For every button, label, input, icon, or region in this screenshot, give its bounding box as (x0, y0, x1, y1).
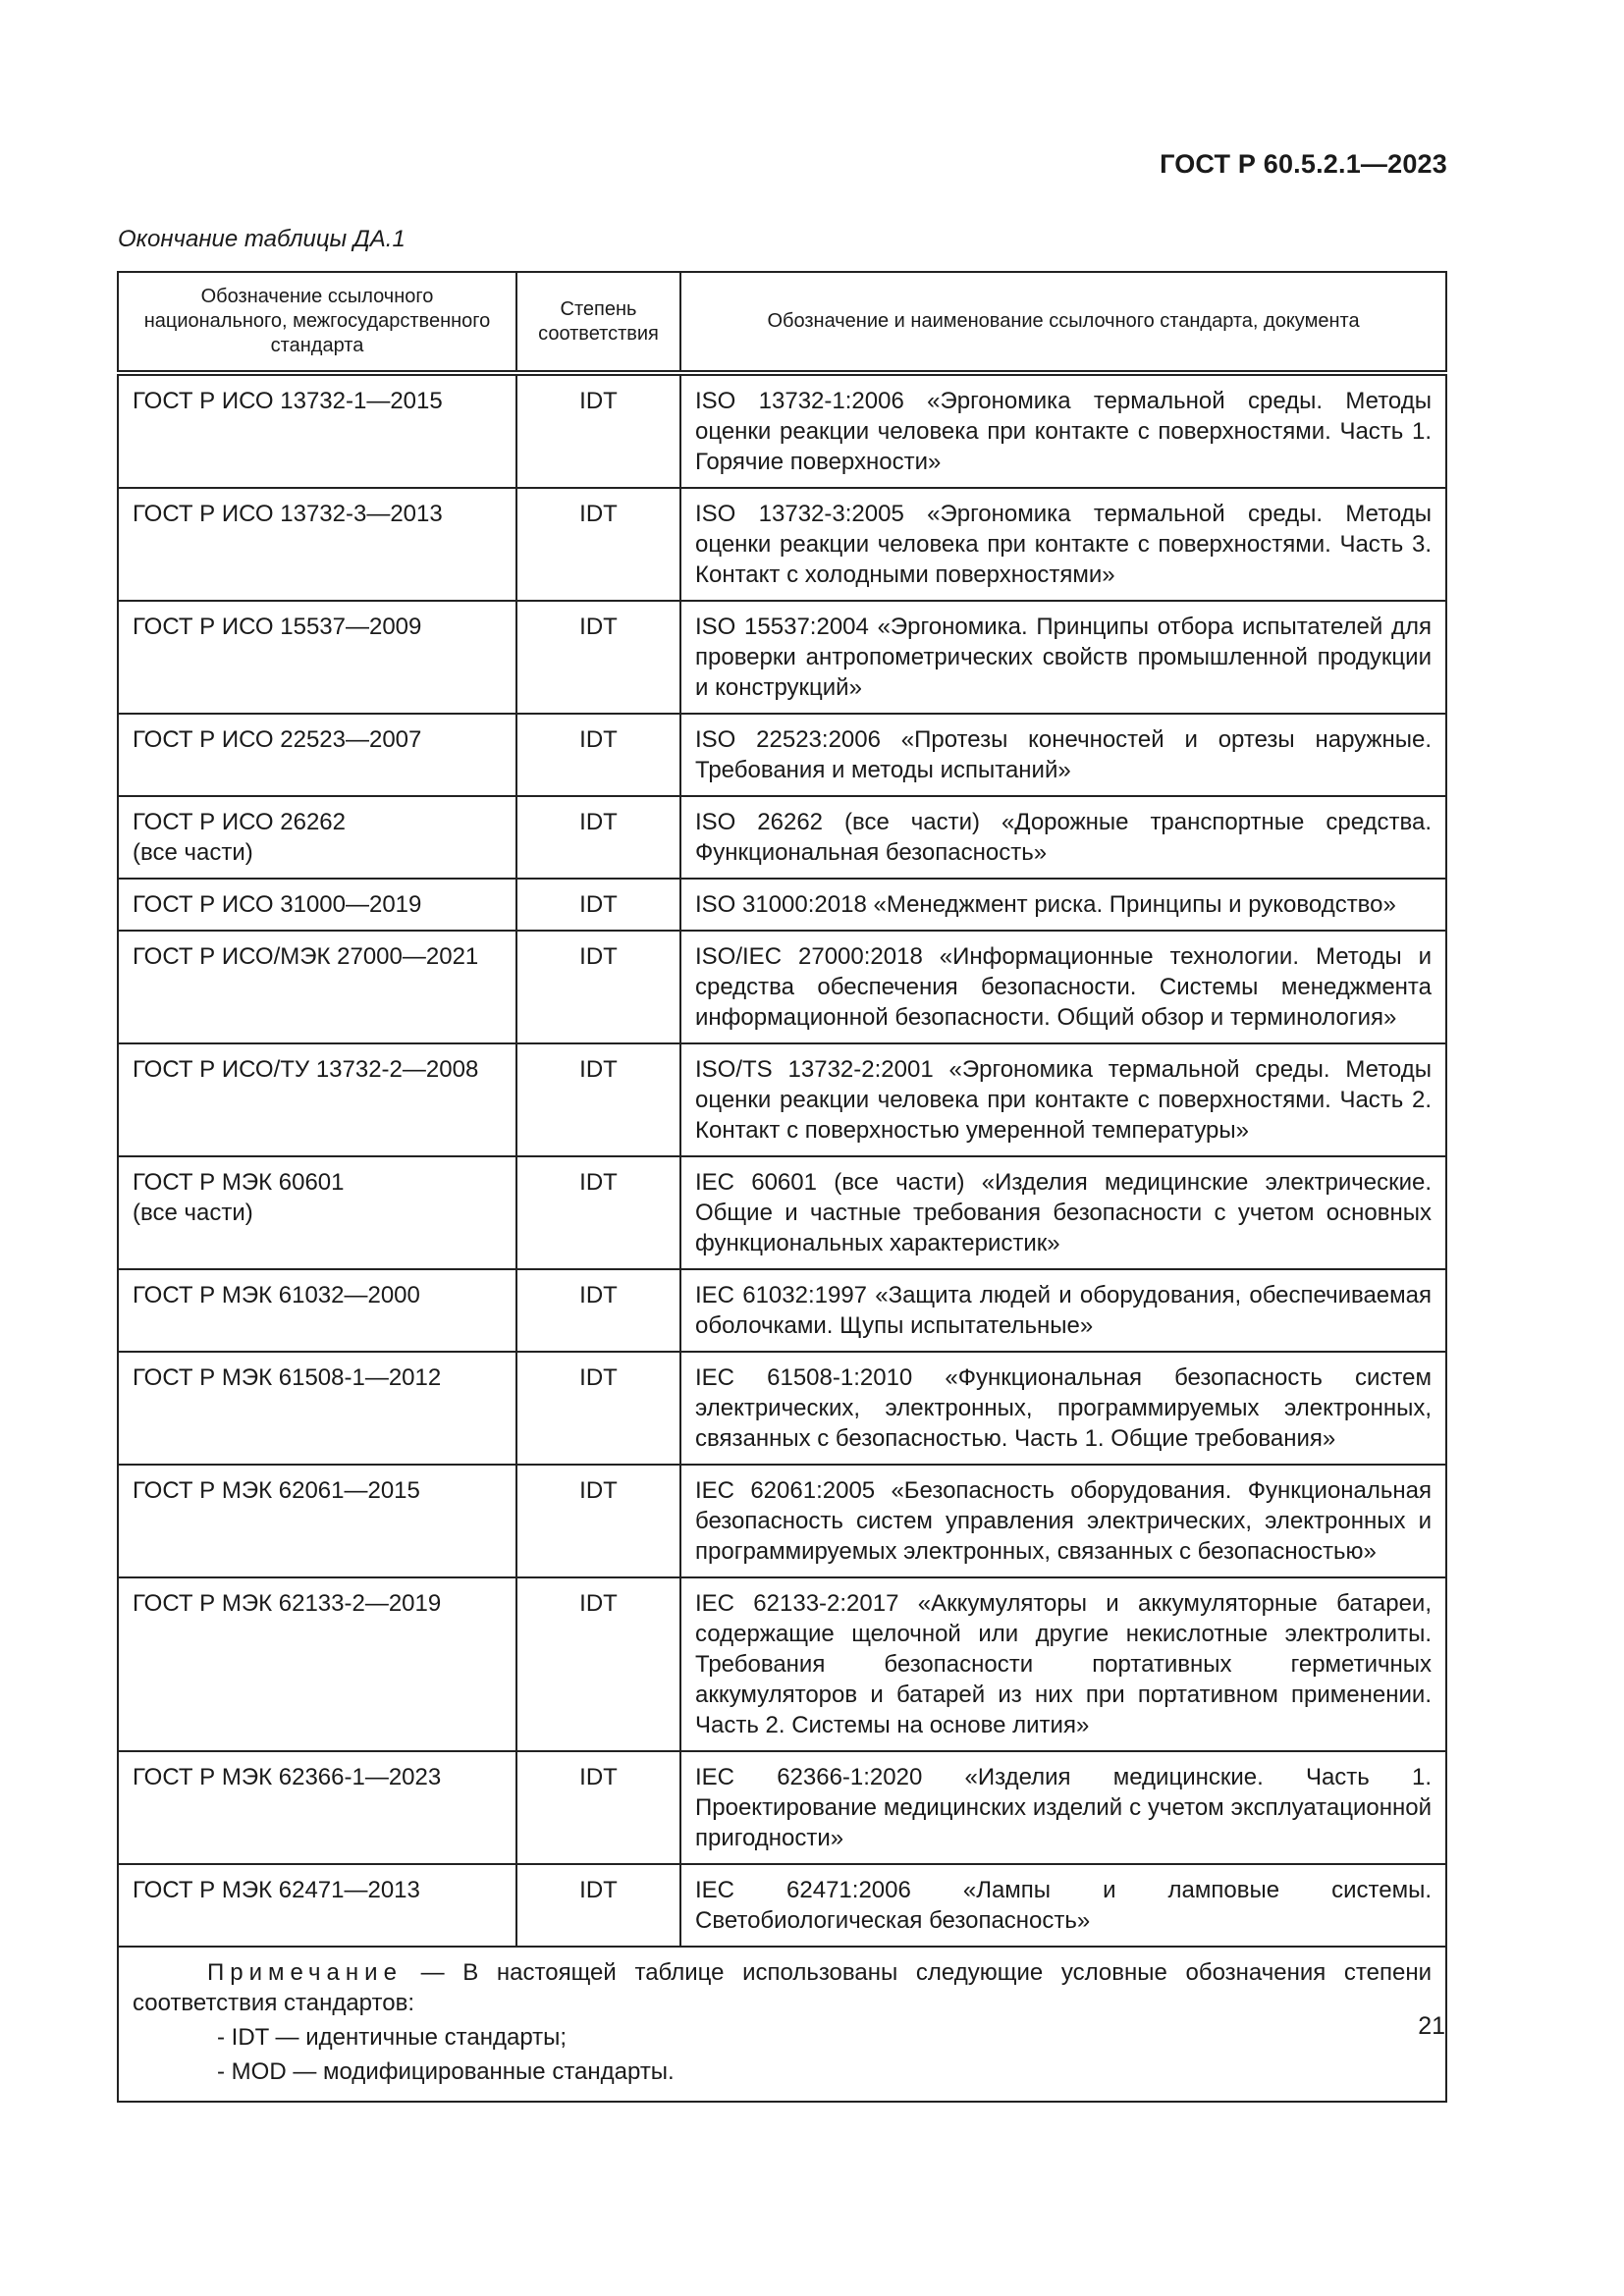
page-number: 21 (1418, 2012, 1445, 2040)
table-row (118, 1352, 1446, 1465)
standard-code: ГОСТ Р ИСО 26262 (все части) (118, 796, 516, 879)
reference-standard-name: ISO 31000:2018 «Менеджмент риска. Принципы и руководство» (680, 879, 1446, 931)
conformity-degree: IDT (516, 1577, 680, 1751)
reference-standard-name: IEC 60601 (все части) «Изделия медицинские электрические. Общие и частные требования безопасности с учетом основных функциональных характеристик» (680, 1156, 1446, 1269)
standard-code: ГОСТ Р МЭК 62366-1—2023 (118, 1751, 516, 1864)
reference-standard-name: ISO 15537:2004 «Эргономика. Принципы отбора испытателей для проверки антропометрических свойств промышленной продукции и конструкций» (680, 601, 1446, 714)
conformity-degree: IDT (516, 1269, 680, 1352)
table-row (118, 1465, 1446, 1577)
table-row (118, 1156, 1446, 1269)
conformity-degree: IDT (516, 488, 680, 601)
reference-standard-name: IEC 62366-1:2020 «Изделия медицинские. Часть 1. Проектирование медицинских изделий с учетом эксплуатационной пригодности» (680, 1751, 1446, 1864)
note-item-idt: - IDT — идентичные стандарты; (217, 2024, 568, 2051)
conformity-degree: IDT (516, 1352, 680, 1465)
table-caption: Окончание таблицы ДА.1 (118, 226, 406, 252)
conformity-degree: IDT (516, 1043, 680, 1156)
standard-code: ГОСТ Р ИСО/МЭК 27000—2021 (118, 931, 516, 1043)
table-row (118, 931, 1446, 1043)
conformity-degree: IDT (516, 1465, 680, 1577)
reference-standard-name: ISO 13732-1:2006 «Эргономика термальной среды. Методы оценки реакции человека при контакте с поверхностями. Часть 1. Горячие поверхности» (680, 373, 1446, 488)
reference-standard-name: ISO/IEC 27000:2018 «Информационные технологии. Методы и средства обеспечения безопасности. Системы менеджмента информационной безопасности. Общий обзор и терминология» (680, 931, 1446, 1043)
note-item-mod: - MOD — модифицированные стандарты. (217, 2058, 675, 2085)
header-conformity-degree: Степень соответствия (516, 272, 680, 373)
note-paragraph (133, 1957, 1432, 2018)
standard-code: ГОСТ Р ИСО 13732-3—2013 (118, 488, 516, 601)
document-code: ГОСТ Р 60.5.2.1—2023 (1160, 149, 1447, 179)
table-row (118, 1864, 1446, 1947)
reference-standard-name: IEC 62471:2006 «Лампы и ламповые системы. Светобиологическая безопасность» (680, 1864, 1446, 1947)
reference-standard-name: ISO/TS 13732-2:2001 «Эргономика термальной среды. Методы оценки реакции человека при контакте с поверхностями. Часть 2. Контакт с поверхностью умеренной температуры» (680, 1043, 1446, 1156)
reference-standard-name: ISO 22523:2006 «Протезы конечностей и ортезы наружные. Требования и методы испытаний» (680, 714, 1446, 796)
table-row (118, 488, 1446, 601)
reference-standard-name: ISO 26262 (все части) «Дорожные транспортные средства. Функциональная безопасность» (680, 796, 1446, 879)
note-title: Примечание (207, 1959, 403, 1986)
conformity-degree: IDT (516, 1864, 680, 1947)
standard-code: ГОСТ Р МЭК 61508-1—2012 (118, 1352, 516, 1465)
header-national-standard: Обозначение ссылочного национального, межгосударственного стандарта (118, 272, 516, 373)
note-text: — В настоящей таблице использованы следующие условные обозначения степени соответствия стандартов: (133, 1959, 1432, 2016)
reference-standards-table (117, 271, 1447, 2103)
conformity-degree: IDT (516, 373, 680, 488)
reference-standard-name: IEC 62133-2:2017 «Аккумуляторы и аккумуляторные батареи, содержащие щелочной или другие некислотные электролиты. Требования безопасности портативных герметичных аккумуляторов и батарей из них при портативном применении. Часть 2. Системы на основе лития» (680, 1577, 1446, 1751)
standard-code: ГОСТ Р МЭК 62133-2—2019 (118, 1577, 516, 1751)
table-row (118, 879, 1446, 931)
table-row (118, 1577, 1446, 1751)
table-row (118, 1043, 1446, 1156)
standard-code: ГОСТ Р МЭК 61032—2000 (118, 1269, 516, 1352)
conformity-degree: IDT (516, 714, 680, 796)
table-row (118, 373, 1446, 488)
table-row (118, 601, 1446, 714)
reference-standard-name: IEC 61508-1:2010 «Функциональная безопасность систем электрических, электронных, программируемых электронных, связанных с безопасностью. Часть 1. Общие требования» (680, 1352, 1446, 1465)
table-row (118, 1269, 1446, 1352)
reference-standard-name: IEC 61032:1997 «Защита людей и оборудования, обеспечиваемая оболочками. Щупы испытательные» (680, 1269, 1446, 1352)
conformity-degree: IDT (516, 601, 680, 714)
header-reference-standard: Обозначение и наименование ссылочного стандарта, документа (680, 272, 1446, 373)
conformity-degree: IDT (516, 931, 680, 1043)
table-row (118, 796, 1446, 879)
standard-code: ГОСТ Р ИСО 15537—2009 (118, 601, 516, 714)
conformity-degree: IDT (516, 1751, 680, 1864)
conformity-degree: IDT (516, 1156, 680, 1269)
reference-standard-name: IEC 62061:2005 «Безопасность оборудования. Функциональная безопасность систем управления электрических, электронных и программируемых электронных, связанных с безопасностью» (680, 1465, 1446, 1577)
table-header-row (118, 272, 1446, 373)
table-note (118, 1947, 1446, 2102)
reference-standard-name: ISO 13732-3:2005 «Эргономика термальной среды. Методы оценки реакции человека при контакте с поверхностями. Часть 3. Контакт с холодными поверхностями» (680, 488, 1446, 601)
standard-code: ГОСТ Р МЭК 62061—2015 (118, 1465, 516, 1577)
standard-code: ГОСТ Р МЭК 60601 (все части) (118, 1156, 516, 1269)
standard-code: ГОСТ Р ИСО 22523—2007 (118, 714, 516, 796)
conformity-degree: IDT (516, 879, 680, 931)
standard-code: ГОСТ Р ИСО 31000—2019 (118, 879, 516, 931)
table-row (118, 714, 1446, 796)
standard-code: ГОСТ Р МЭК 62471—2013 (118, 1864, 516, 1947)
standard-code: ГОСТ Р ИСО/ТУ 13732-2—2008 (118, 1043, 516, 1156)
standard-code: ГОСТ Р ИСО 13732-1—2015 (118, 373, 516, 488)
conformity-degree: IDT (516, 796, 680, 879)
table-row (118, 1751, 1446, 1864)
table-note-row (118, 1947, 1446, 2102)
